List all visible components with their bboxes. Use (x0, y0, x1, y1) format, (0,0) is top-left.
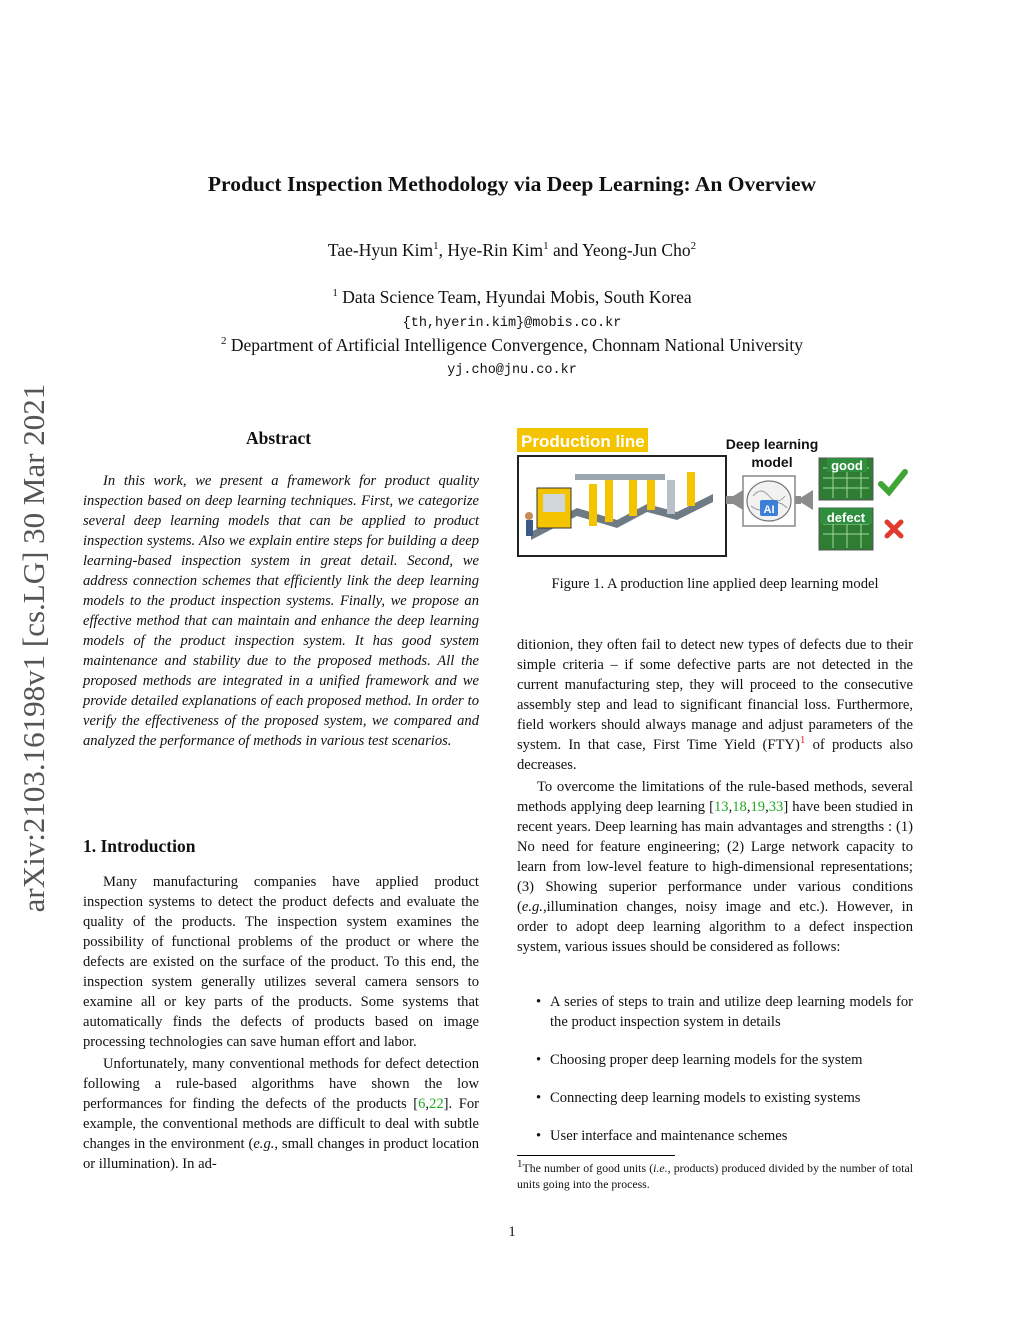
page-number: 1 (508, 1224, 516, 1240)
paper-title: Product Inspection Methodology via Deep Learning: An Overview (207, 172, 817, 196)
abstract-heading: Abstract (246, 428, 312, 448)
citation-link[interactable]: 22 (429, 1096, 444, 1112)
intro-paragraph-1: Many manufacturing companies have applied product inspection systems to detect the product defects and evaluate the quality of the products. The inspection system examines the possibility of functional problems of the product or where the defects are existed on the surface of the product. To this end, the inspection system generally utilizes several camera sensors to examine all or key parts of the products. Some systems that automatically finds the defects of products based on image processing technologies can save human effort and labor. (83, 874, 479, 1050)
abstract-body: In this work, we present a framework for product quality inspection based on deep learning techniques. First, we categorize several deep learning models that can be applied to product inspection systems. Also we explain entire steps for building a deep learning-based inspection system in great detail. Second, we address connection schemes that efficiently link the deep learning models to the product inspection systems. Finally, we propose an effective method that can maintain and enhance the deep learning models of the product inspection system. It has good system maintenance and stability due to the proposed methods. All the proposed methods are integrated in a unified framework and we provide detailed explanations of each proposed method. In order to verify the effectiveness of the proposed system, we compared and analyzed the performance of methods in various test scenarios. (83, 473, 479, 749)
ai-label: AI (763, 504, 775, 516)
production-label: Production line (521, 432, 645, 451)
affiliation-1: $^1$ Data Science Team, Hyundai Mobis, South Korea (332, 287, 692, 307)
brain-icon (747, 481, 791, 521)
dl-label-2: model (751, 454, 793, 470)
good-label: good (831, 458, 863, 473)
figure-caption: Figure 1. A production line applied deep learning model (551, 576, 879, 592)
defect-label: defect (826, 510, 866, 525)
dl-label-1: Deep learning (725, 436, 819, 452)
citation-link[interactable]: 6 (418, 1096, 426, 1112)
intro-paragraph-3: To overcome the limitations of the rule-based methods, several methods applying deep learning [13,18,19,33] have been studied in recent years. Deep learning has main advantages and strengths : (1) No need for feature engineering; (2) Large network capacity to learn from low-level feature to high-dimensional representations; (3) Showing superior performance under various conditions (e.g.,illumination changes, noisy image and etc.). However, in order to adopt deep learning algorithm to a defect inspection system, various issues should be considered as follows: (517, 779, 913, 955)
footnote-link[interactable]: 1 (799, 734, 806, 747)
list-item: • User interface and maintenance schemes (536, 1128, 788, 1144)
section-heading-introduction: 1. Introduction (83, 836, 196, 856)
author-list: Tae-Hyun Kim$^1$, Hye-Rin Kim$^1$ and Yeong-Jun Cho$^2$ (327, 240, 697, 260)
figure-1 (517, 428, 913, 560)
citation-link[interactable]: 18 (732, 799, 747, 815)
citation-link[interactable]: 13 (713, 799, 729, 815)
citation-link[interactable]: 19 (750, 799, 766, 815)
email-2: yj.cho@jnu.co.kr (447, 363, 577, 378)
paragraph-continuation: ditionion, they often fail to detect new types of defects due to their simple criteria – if some defective parts are not detected in the current manufacturing step, they will proceed to the consecutive assembly step and lead to significant financial loss. Furthermore, field workers should always manage and adjust parameters of the system. In that case, First Time Yield (FTY)$^1$ of products also decreases. (517, 637, 913, 773)
list-item: • A series of steps to train and utilize deep learning models for the product inspection system in details (536, 994, 913, 1030)
footnote: $^1$The number of good units (i.e., products) produced divided by the number of total units going into the process. (517, 1158, 913, 1191)
email-1: {th,hyerin.kim}@mobis.co.kr (402, 316, 622, 331)
list-item: • Choosing proper deep learning models for the system (536, 1052, 863, 1068)
list-item: • Connecting deep learning models to existing systems (536, 1090, 861, 1106)
affiliation-2: $^2$ Department of Artificial Intelligence Convergence, Chonnam National University (220, 335, 804, 355)
right-column-text (517, 635, 913, 957)
check-icon (881, 472, 905, 492)
citation-link[interactable]: 33 (768, 799, 784, 815)
cross-icon (887, 522, 901, 536)
intro-left-column (83, 872, 479, 1174)
arxiv-stamp: arXiv:2103.16198v1 [cs.LG] 30 Mar 2021 (16, 383, 51, 913)
production-line-diagram (517, 428, 913, 560)
intro-paragraph-2: Unfortunately, many conventional methods for defect detection following a rule-based algorithms have shown the low performances for finding the defects of the products [6,22]. For example, the conventional methods are difficult to deal with subtle changes in the environment (e.g., small changes in product location or illumination). In ad- (83, 1056, 479, 1172)
footnote-rule (517, 1155, 675, 1156)
issue-list (536, 992, 913, 1146)
